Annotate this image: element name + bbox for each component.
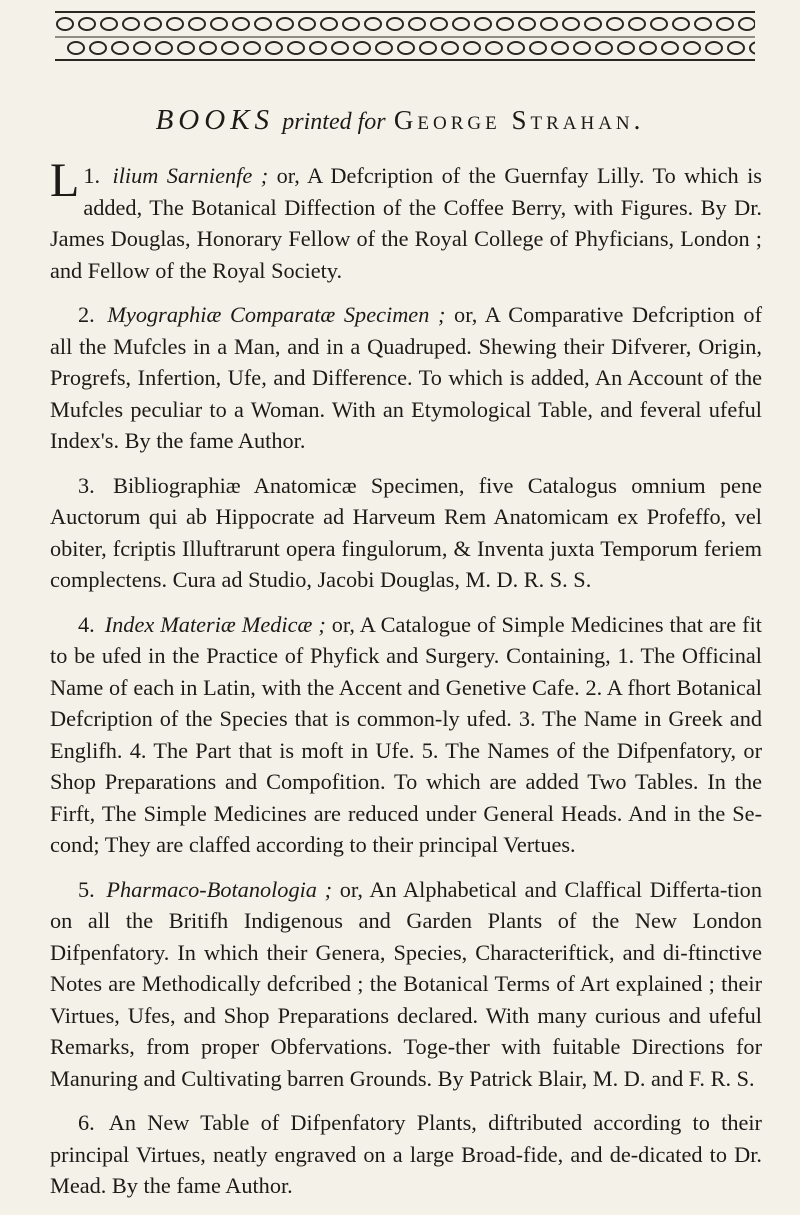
entry-number: 5. (78, 876, 95, 902)
entry-title: Index Materiæ Medicæ ; (104, 611, 326, 637)
entry-title: ilium Sarnienfe ; (112, 163, 269, 188)
header-books: BOOKS (155, 104, 275, 136)
entry-title: Myographiæ Comparatæ Specimen ; (107, 302, 446, 327)
entry-number: 1. (83, 163, 101, 188)
header-printed-for: printed for (282, 109, 386, 135)
entry-text: or, A Defcription of the Guernfay Lilly. To which is added, The Botanical Diffection of the Coffee Berry, with Figures. By Dr. James Douglas, Honorary Fellow of the Royal College of Phyficians, London ; and Fellow of the Royal Society. (50, 163, 762, 283)
drop-cap: L (50, 154, 80, 207)
entry-text: or, A Comparative Defcription of all the Mufcles in a Man, and in a Quadruped. Shewing their Difverer, Origin, Progrefs, Infertion, Ufe, and Difference. To which is added, An Account of the Mufcles peculiar to a Woman. With an Etymological Table, and feveral ufeful Index's. By the fame Author. (50, 302, 762, 453)
book-entry-4 (50, 609, 762, 861)
entry-text: An New Table of Difpenfatory Plants, diftributed according to their principal Virtues, neatly engraved on a large Broad-fide, and de-dicated to Dr. Mead. By the fame Author. (50, 1110, 762, 1198)
entry-number: 6. (78, 1110, 95, 1135)
entry-number: 3. (78, 472, 95, 498)
book-entry-1 (50, 154, 762, 286)
entry-title: Pharmaco-Botanologia ; (106, 876, 333, 902)
book-entry-5 (50, 874, 762, 1095)
entry-number: 4. (78, 611, 95, 637)
book-list (50, 154, 762, 1215)
decorative-border (55, 10, 755, 62)
header-printer: George Strahan. (393, 105, 645, 135)
entry-text: or, A Catalogue of Simple Medicines that are fit to be ufed in the Practice of Phyfick and Surgery. Containing, 1. The Officinal Name of each in Latin, with the Accent and Genetive Cafe. 2. A fhort Botanical Defcription of the Species that is common-ly ufed. 3. The Name in Greek and Englifh. 4. The Part that is moft in Ufe. 5. The Names of the Difpenfatory, or Shop Preparations and Compofition. To which are added Two Tables. In the Firft, The Simple Medicines are reduced under General Heads. And in the Se-cond; They are claffed according to their principal Vertues. (50, 611, 762, 857)
entry-text: Bibliographiæ Anatomicæ Specimen, five Catalogus omnium pene Auctorum qui ab Hippocrate ad Harveum Rem Anatomicam ex Profeffo, vel obiter, fcriptis Illuftrarunt opera fingulorum, & Inventa juxta Temporum feriem complectens. Cura ad Studio, Jacobi Douglas, M. D. R. S. S. (50, 472, 762, 592)
page-header (0, 104, 800, 137)
book-entry-3 (50, 470, 762, 596)
book-entry-2 (50, 299, 762, 457)
book-entry-6 (50, 1107, 762, 1202)
entry-text: or, An Alphabetical and Claffical Differta-tion on all the Britifh Indigenous and Garden Plants of the New London Difpenfatory. In which their Genera, Species, Characteriftick, and di-ftinctive Notes are Methodically defcribed ; the Botanical Terms of Art explained ; their Virtues, Ufes, and Shop Preparations declared. With many curious and ufeful Remarks, from proper Obfervations. Toge-ther with fuitable Directions for Manuring and Cultivating barren Grounds. By Patrick Blair, M. D. and F. R. S. (50, 876, 762, 1091)
entry-number: 2. (78, 302, 95, 327)
